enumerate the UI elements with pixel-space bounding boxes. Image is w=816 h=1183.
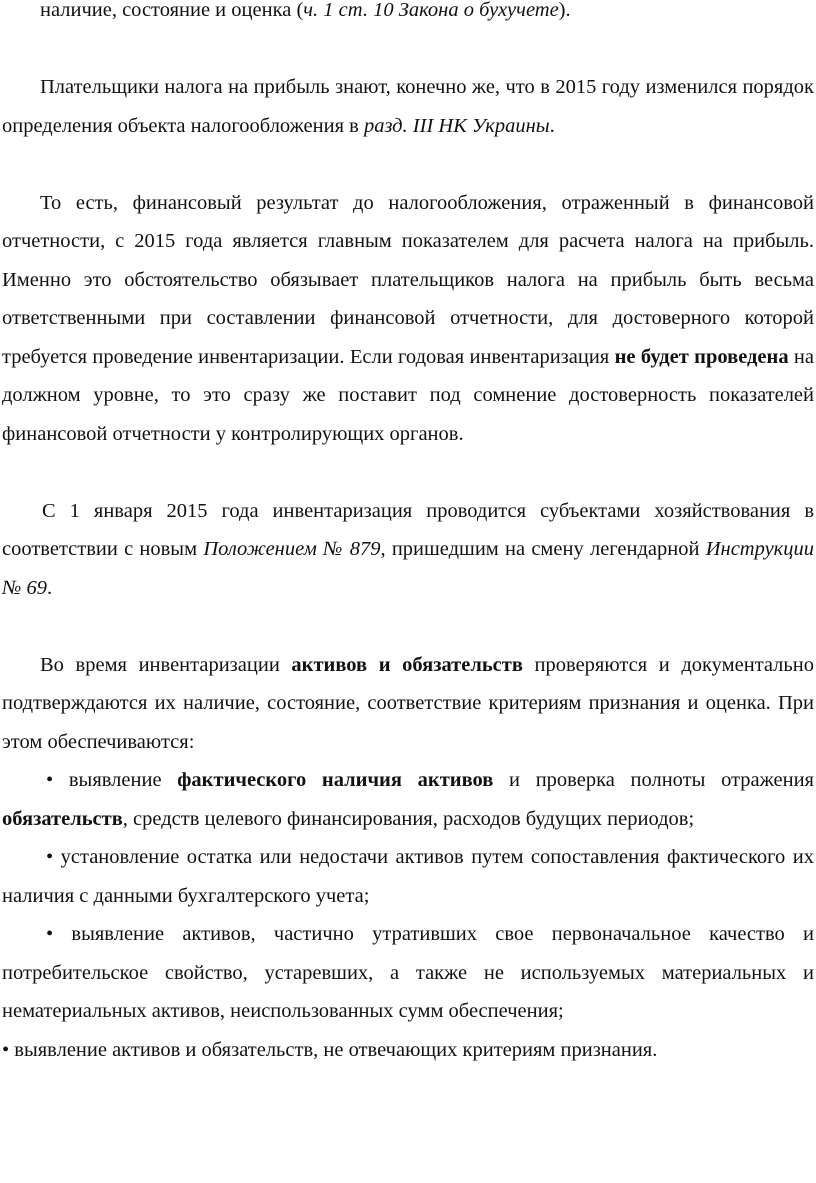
law-reference: разд. III НК Украины [363,114,550,137]
paragraph-regulation [2,492,814,608]
text: То есть, финансовый результат до налогообложения, отраженный в финансовой отчетности, с 2015 года является главным показателем для расчета налога на прибыль. Именно это обстоятельство обязывает плательщиков налога на прибыль быть весьма ответственными при составлении финансовой отчетности, для достоверного которой требуется проведение инвентаризации. Если годовая инвентаризация [2,191,814,368]
text: и проверка полноты отражения [493,769,814,791]
text: ). [558,0,571,21]
text: • выявление [46,769,178,791]
text: , пришедшим на смену легендарной [380,538,706,560]
text: на должном уровне, то это сразу же поставит под сомнение достоверность показателей финансовой отчетности у контролирующих органов. [2,345,815,445]
text: проверяются и документально подтверждаются их наличие, состояние, соответствие критериям признания и оценка. При этом обеспечиваются: [2,653,814,753]
spacer [2,607,814,646]
emphasis-bold: обязательств [2,807,123,830]
paragraph-continuation [2,0,814,30]
bullet-item-2: • установление остатка или недостачи активов путем сопоставления фактического их наличия с данными бухгалтерского учета; [2,846,814,907]
spacer [2,453,814,492]
text: Во время инвентаризации [40,653,292,676]
paragraph-tax-payers [2,68,814,145]
emphasis-bold: активов и обязательств [291,653,523,676]
instruction-reference: Инструкции № 69 [2,538,815,599]
text: С 1 января 2015 года инвентаризация проводится субъектами хозяйствования в соответствии с новым [2,499,814,560]
text: Плательщики налога на прибыль знают, конечно же, что в 2015 году изменился порядок определения объекта налогообложения в [2,76,814,137]
paragraph-inventory [2,646,814,762]
emphasis-bold: фактического наличия активов [177,769,494,791]
text: . [549,114,555,137]
bullet-item-3: • выявление активов, частично утративших свое первоначальное качество и потребительское свойство, устаревших, а также не используемых материальных и нематериальных активов, неиспользованных сумм обеспечения; [2,923,814,1022]
law-reference: ч. 1 ст. 10 Закона о бухучете [303,0,559,21]
spacer [2,145,814,184]
paragraph-financial-result [2,184,814,454]
text: . [46,576,53,599]
spacer [2,30,814,69]
text: , средств целевого финансирования, расходов будущих периодов; [122,807,695,830]
bullet-item-1 [2,761,814,838]
text: наличие, состояние и оценка ( [40,0,304,21]
emphasis-bold: не будет проведена [614,345,789,368]
regulation-reference: Положением № 879 [203,538,381,560]
bullet-item-4: • выявление активов и обязательств, не отвечающих критериям признания. [2,1038,658,1061]
